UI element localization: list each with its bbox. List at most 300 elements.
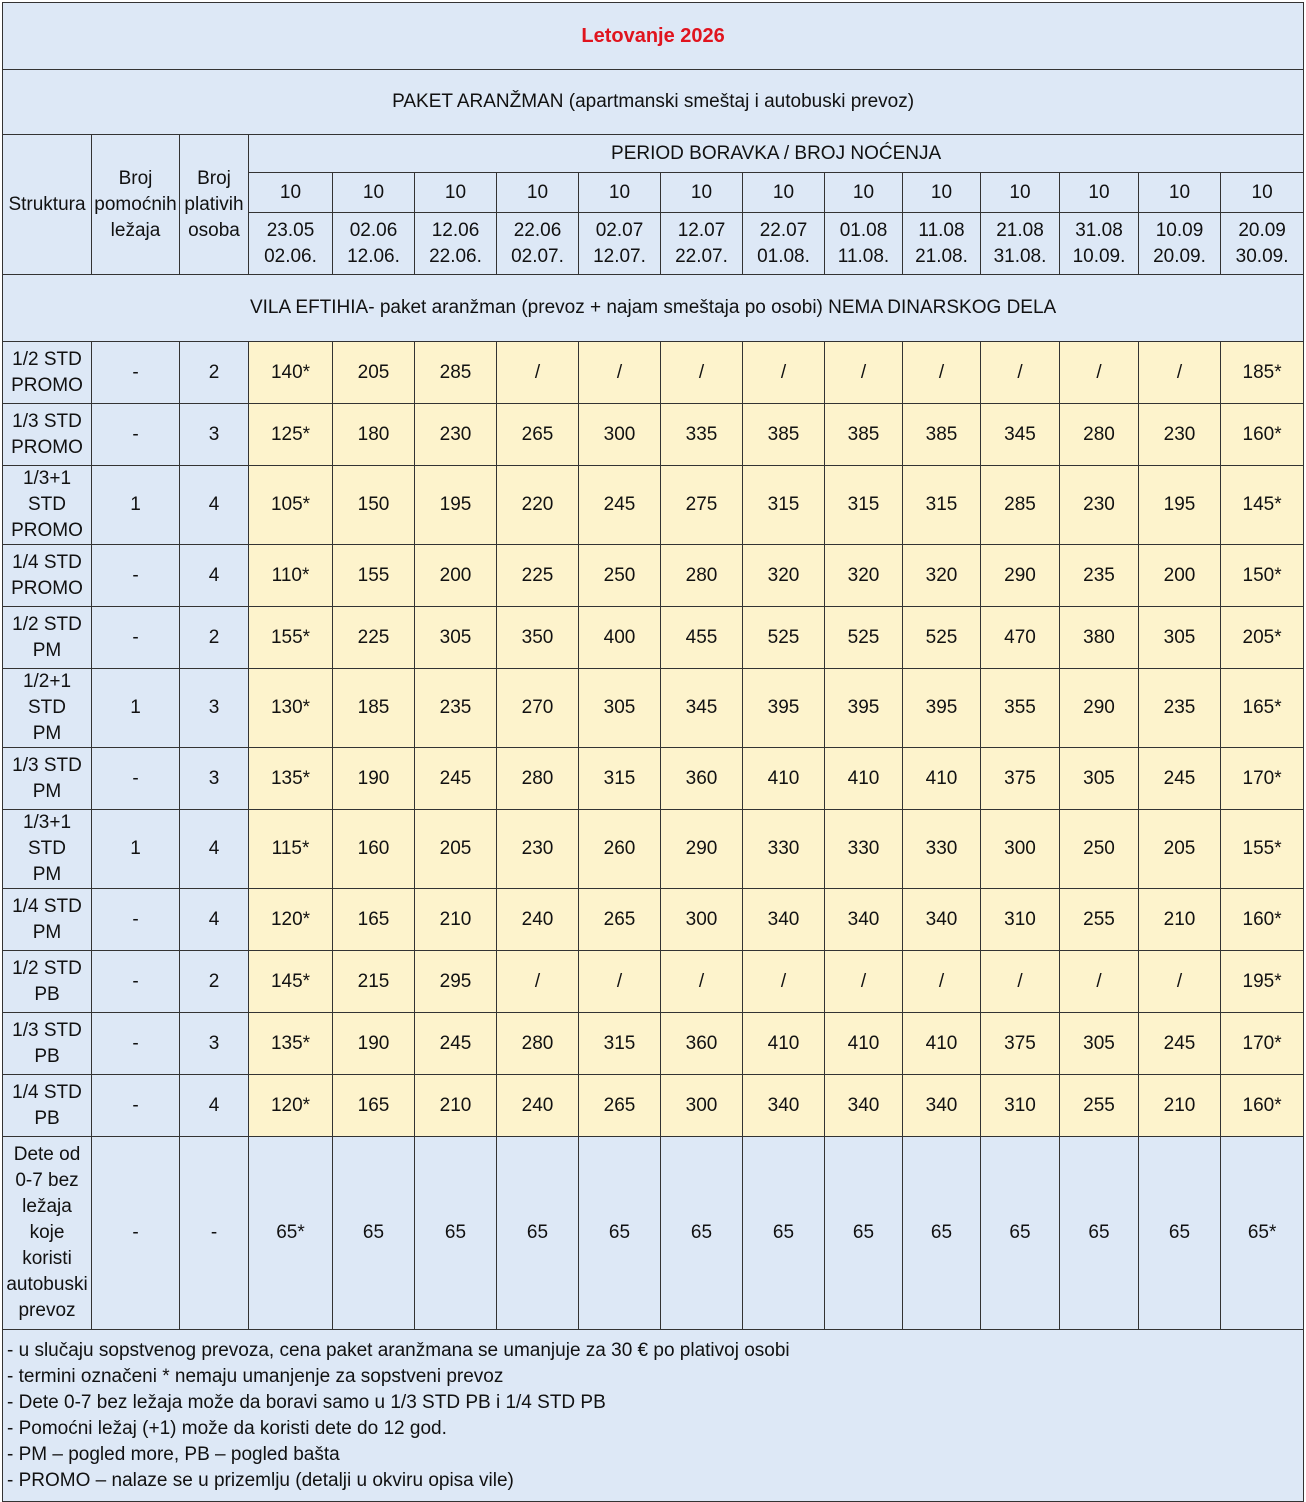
price-cell: 185* xyxy=(1221,342,1304,404)
period-to: 22.07. xyxy=(675,245,728,267)
price-cell: / xyxy=(743,951,825,1013)
aux-beds-cell: - xyxy=(92,1137,180,1330)
aux-beds-cell: - xyxy=(92,607,180,669)
child-price-cell: 65 xyxy=(579,1137,661,1330)
price-cell: 410 xyxy=(825,748,903,810)
nights-cell: 10 xyxy=(333,173,415,213)
price-cell: 205 xyxy=(333,342,415,404)
nights-cell: 10 xyxy=(743,173,825,213)
period-from: 20.09 xyxy=(1238,219,1286,241)
price-cell: / xyxy=(1139,951,1221,1013)
price-cell: 395 xyxy=(743,669,825,748)
price-cell: 320 xyxy=(743,545,825,607)
price-cell: 230 xyxy=(415,404,497,466)
price-cell: 385 xyxy=(825,404,903,466)
price-cell: 260 xyxy=(579,810,661,889)
price-row xyxy=(3,889,1304,951)
price-cell: / xyxy=(743,342,825,404)
price-cell: 205 xyxy=(1139,810,1221,889)
period-to: 22.06. xyxy=(429,245,482,267)
period-to: 20.09. xyxy=(1153,245,1206,267)
structure-cell xyxy=(3,545,92,607)
aux-beds-cell: - xyxy=(92,404,180,466)
price-cell: 335 xyxy=(661,404,743,466)
price-cell: 195* xyxy=(1221,951,1304,1013)
child-price-cell: 65 xyxy=(333,1137,415,1330)
price-row xyxy=(3,669,1304,748)
structure-cell xyxy=(3,1075,92,1137)
price-cell: 180 xyxy=(333,404,415,466)
aux-beds-cell: 1 xyxy=(92,669,180,748)
structure-view: PM xyxy=(32,723,62,744)
structure-type: 1/3 STD xyxy=(12,1019,82,1041)
period-from: 11.08 xyxy=(918,219,965,241)
price-cell: 265 xyxy=(579,889,661,951)
period-from: 23.05 xyxy=(266,219,315,241)
note-line: - Pomoćni ležaj (+1) može da koristi dete do 12 god. xyxy=(7,1417,447,1439)
villa-heading: VILA EFTIHIA- paket aranžman (prevoz + najam smeštaja po osobi) NEMA DINARSKOG DELA xyxy=(3,275,1304,342)
paying-persons-cell: 2 xyxy=(180,342,249,404)
price-cell: 410 xyxy=(903,748,981,810)
structure-type: 1/3+1 STD xyxy=(22,812,72,859)
nights-cell: 10 xyxy=(903,173,981,213)
child-price-cell: 65 xyxy=(415,1137,497,1330)
aux-beds-cell: 1 xyxy=(92,810,180,889)
price-cell: 340 xyxy=(825,1075,903,1137)
paying-persons-cell: 2 xyxy=(180,607,249,669)
price-cell: / xyxy=(497,951,579,1013)
child-price-cell: 65 xyxy=(825,1137,903,1330)
price-cell: 165 xyxy=(333,889,415,951)
price-cell: 280 xyxy=(497,1013,579,1075)
price-cell: 185 xyxy=(333,669,415,748)
price-cell: 330 xyxy=(903,810,981,889)
nights-cell: 10 xyxy=(1221,173,1304,213)
price-cell: 210 xyxy=(1139,1075,1221,1137)
period-header: PERIOD BORAVKA / BROJ NOĆENJA xyxy=(249,135,1304,173)
price-cell: 340 xyxy=(903,889,981,951)
structure-cell xyxy=(3,342,92,404)
structure-cell xyxy=(3,404,92,466)
price-cell: 245 xyxy=(579,466,661,545)
child-price-cell: 65 xyxy=(661,1137,743,1330)
price-cell: 315 xyxy=(743,466,825,545)
nights-cell: 10 xyxy=(415,173,497,213)
price-cell: 350 xyxy=(497,607,579,669)
price-cell: 280 xyxy=(1060,404,1139,466)
price-cell: 195 xyxy=(1139,466,1221,545)
child-price-cell: 65 xyxy=(1139,1137,1221,1330)
price-cell: 375 xyxy=(981,1013,1060,1075)
period-cell xyxy=(333,213,415,275)
price-row xyxy=(3,1075,1304,1137)
price-cell: 340 xyxy=(743,889,825,951)
structure-view: PB xyxy=(34,983,60,1005)
price-cell: 165 xyxy=(333,1075,415,1137)
price-row xyxy=(3,951,1304,1013)
price-cell: 235 xyxy=(1139,669,1221,748)
price-cell: 155* xyxy=(249,607,333,669)
structure-view: PROMO xyxy=(11,577,83,599)
structure-cell xyxy=(3,1013,92,1075)
structure-type: 1/4 STD xyxy=(12,1081,82,1103)
period-from: 12.06 xyxy=(431,219,480,241)
price-row xyxy=(3,607,1304,669)
period-cell xyxy=(579,213,661,275)
price-row xyxy=(3,1013,1304,1075)
child-price-cell: 65 xyxy=(903,1137,981,1330)
price-cell: 215 xyxy=(333,951,415,1013)
price-cell: 385 xyxy=(743,404,825,466)
price-cell: 300 xyxy=(579,404,661,466)
price-cell: 245 xyxy=(1139,748,1221,810)
note-line: - PROMO – nalaze se u prizemlju (detalji u okviru opisa vile) xyxy=(7,1469,514,1491)
price-cell: 315 xyxy=(825,466,903,545)
price-cell: 190 xyxy=(333,1013,415,1075)
price-row xyxy=(3,342,1304,404)
price-cell: 470 xyxy=(981,607,1060,669)
structure-type: 1/4 STD xyxy=(12,895,82,917)
price-cell: 410 xyxy=(743,748,825,810)
period-to: 02.07. xyxy=(511,245,564,267)
price-cell: 230 xyxy=(1139,404,1221,466)
price-cell: 360 xyxy=(661,1013,743,1075)
price-cell: 305 xyxy=(1139,607,1221,669)
price-cell: 315 xyxy=(579,1013,661,1075)
structure-cell xyxy=(3,669,92,748)
structure-type: 1/3 STD xyxy=(12,410,82,432)
child-price-cell: 65* xyxy=(249,1137,333,1330)
period-to: 31.08. xyxy=(993,245,1047,267)
price-cell: 275 xyxy=(661,466,743,545)
price-cell: 300 xyxy=(661,889,743,951)
period-from: 01.08 xyxy=(839,219,888,241)
price-cell: 340 xyxy=(903,1075,981,1137)
price-cell: 205* xyxy=(1221,607,1304,669)
child-price-cell: 65 xyxy=(1060,1137,1139,1330)
price-cell: 135* xyxy=(249,748,333,810)
period-from: 02.07 xyxy=(595,219,644,241)
period-from: 22.07 xyxy=(759,219,808,241)
price-cell: 205 xyxy=(415,810,497,889)
price-cell: 170* xyxy=(1221,1013,1304,1075)
structure-cell xyxy=(3,466,92,545)
structure-view: PM xyxy=(32,780,62,802)
period-cell xyxy=(1221,213,1304,275)
structure-type: 1/2 STD xyxy=(12,348,82,370)
price-cell: 190 xyxy=(333,748,415,810)
period-cell xyxy=(903,213,981,275)
child-label: Dete od 0-7 bez ležaja koje koristi autobuski prevoz xyxy=(3,1137,92,1330)
price-cell: 345 xyxy=(981,404,1060,466)
price-cell: 395 xyxy=(825,669,903,748)
price-cell: 340 xyxy=(743,1075,825,1137)
package-heading: PAKET ARANŽMAN (apartmanski smeštaj i autobuski prevoz) xyxy=(3,70,1304,135)
paying-persons-cell: 3 xyxy=(180,748,249,810)
structure-view: PROMO xyxy=(11,374,83,396)
price-cell: 265 xyxy=(497,404,579,466)
price-cell: 145* xyxy=(249,951,333,1013)
price-cell: 110* xyxy=(249,545,333,607)
paying-persons-cell: 4 xyxy=(180,466,249,545)
structure-view: PROMO xyxy=(11,520,83,541)
price-cell: 315 xyxy=(579,748,661,810)
paying-persons-cell: 4 xyxy=(180,1075,249,1137)
note-line: - u slučaju sopstvenog prevoza, cena paket aranžmana se umanjuje za 30 € po plativoj osobi xyxy=(7,1339,790,1361)
structure-type: 1/3+1 STD xyxy=(22,468,72,515)
price-cell: 120* xyxy=(249,1075,333,1137)
price-row xyxy=(3,545,1304,607)
price-cell: 330 xyxy=(743,810,825,889)
price-cell: 235 xyxy=(1060,545,1139,607)
price-cell: 255 xyxy=(1060,1075,1139,1137)
period-from: 10.09 xyxy=(1155,219,1204,241)
period-cell xyxy=(981,213,1060,275)
paying-persons-cell: 4 xyxy=(180,810,249,889)
structure-type: 1/2 STD xyxy=(12,613,82,635)
price-cell: 340 xyxy=(825,889,903,951)
price-cell: 255 xyxy=(1060,889,1139,951)
price-cell: 135* xyxy=(249,1013,333,1075)
price-cell: / xyxy=(661,951,743,1013)
notes-section xyxy=(3,1330,1304,1502)
price-cell: / xyxy=(1060,951,1139,1013)
price-cell: 285 xyxy=(415,342,497,404)
price-cell: 155 xyxy=(333,545,415,607)
note-line: - Dete 0-7 bez ležaja može da boravi samo u 1/3 STD PB i 1/4 STD PB xyxy=(7,1391,606,1413)
price-cell: 410 xyxy=(903,1013,981,1075)
period-to: 11.08. xyxy=(837,245,890,267)
aux-beds-cell: 1 xyxy=(92,466,180,545)
price-cell: 160* xyxy=(1221,889,1304,951)
price-cell: 310 xyxy=(981,889,1060,951)
price-cell: 290 xyxy=(661,810,743,889)
nights-cell: 10 xyxy=(1060,173,1139,213)
price-cell: 115* xyxy=(249,810,333,889)
nights-cell: 10 xyxy=(1139,173,1221,213)
price-cell: 360 xyxy=(661,748,743,810)
structure-view: PB xyxy=(34,1107,60,1129)
price-cell: 310 xyxy=(981,1075,1060,1137)
price-cell: 210 xyxy=(415,1075,497,1137)
aux-beds-cell: - xyxy=(92,342,180,404)
price-cell: 305 xyxy=(1060,1013,1139,1075)
price-cell: 305 xyxy=(415,607,497,669)
child-price-cell: 65 xyxy=(981,1137,1060,1330)
structure-view: PM xyxy=(32,639,62,661)
price-cell: / xyxy=(579,342,661,404)
aux-beds-cell: - xyxy=(92,1013,180,1075)
price-cell: / xyxy=(903,342,981,404)
structure-type: 1/4 STD xyxy=(12,551,82,573)
price-cell: / xyxy=(981,951,1060,1013)
price-cell: 320 xyxy=(903,545,981,607)
note-line: - PM – pogled more, PB – pogled bašta xyxy=(7,1443,340,1465)
price-cell: 150* xyxy=(1221,545,1304,607)
price-cell: 160* xyxy=(1221,1075,1304,1137)
price-cell: 330 xyxy=(825,810,903,889)
period-from: 22.06 xyxy=(513,219,562,241)
price-cell: / xyxy=(579,951,661,1013)
structure-cell xyxy=(3,748,92,810)
price-cell: 250 xyxy=(1060,810,1139,889)
structure-header: Struktura xyxy=(3,135,92,275)
price-cell: 195 xyxy=(415,466,497,545)
paying-persons-cell: 2 xyxy=(180,951,249,1013)
price-cell: 410 xyxy=(825,1013,903,1075)
aux-beds-cell: - xyxy=(92,889,180,951)
price-cell: 300 xyxy=(981,810,1060,889)
aux-beds-cell: - xyxy=(92,951,180,1013)
price-cell: / xyxy=(825,951,903,1013)
price-cell: 220 xyxy=(497,466,579,545)
period-cell xyxy=(825,213,903,275)
period-cell xyxy=(497,213,579,275)
price-cell: 400 xyxy=(579,607,661,669)
price-cell: 265 xyxy=(579,1075,661,1137)
structure-type: 1/2 STD xyxy=(12,957,82,979)
price-table xyxy=(2,2,1304,1502)
structure-view: PROMO xyxy=(11,436,83,458)
price-cell: 155* xyxy=(1221,810,1304,889)
price-cell: 165* xyxy=(1221,669,1304,748)
price-cell: 170* xyxy=(1221,748,1304,810)
period-cell xyxy=(415,213,497,275)
price-cell: 280 xyxy=(661,545,743,607)
period-from: 31.08 xyxy=(1075,219,1123,241)
price-cell: 200 xyxy=(1139,545,1221,607)
price-cell: 145* xyxy=(1221,466,1304,545)
price-cell: 395 xyxy=(903,669,981,748)
price-cell: 375 xyxy=(981,748,1060,810)
price-cell: 200 xyxy=(415,545,497,607)
structure-cell xyxy=(3,810,92,889)
aux-beds-cell: - xyxy=(92,1075,180,1137)
price-cell: 295 xyxy=(415,951,497,1013)
period-cell xyxy=(1060,213,1139,275)
child-price-cell: 65 xyxy=(497,1137,579,1330)
nights-cell: 10 xyxy=(249,173,333,213)
price-cell: 160* xyxy=(1221,404,1304,466)
structure-cell xyxy=(3,607,92,669)
child-row xyxy=(3,1137,1304,1330)
period-cell xyxy=(743,213,825,275)
price-cell: 355 xyxy=(981,669,1060,748)
price-cell: 245 xyxy=(1139,1013,1221,1075)
period-from: 21.08 xyxy=(996,219,1044,241)
structure-view: PM xyxy=(32,921,62,943)
price-row xyxy=(3,404,1304,466)
price-cell: 250 xyxy=(579,545,661,607)
nights-cell: 10 xyxy=(497,173,579,213)
price-cell: 525 xyxy=(825,607,903,669)
price-cell: 245 xyxy=(415,1013,497,1075)
period-to: 10.09. xyxy=(1072,245,1126,267)
structure-type: 1/3 STD xyxy=(12,754,82,776)
price-row xyxy=(3,466,1304,545)
aux-beds-cell: - xyxy=(92,748,180,810)
price-cell: 105* xyxy=(249,466,333,545)
period-cell xyxy=(661,213,743,275)
price-cell: 235 xyxy=(415,669,497,748)
price-cell: 150 xyxy=(333,466,415,545)
aux-beds-cell: - xyxy=(92,545,180,607)
period-to: 12.07. xyxy=(593,245,646,267)
price-cell: 140* xyxy=(249,342,333,404)
price-cell: 225 xyxy=(497,545,579,607)
period-cell xyxy=(249,213,333,275)
price-cell: 240 xyxy=(497,1075,579,1137)
price-cell: / xyxy=(661,342,743,404)
price-cell: 290 xyxy=(1060,669,1139,748)
child-price-cell: 65 xyxy=(743,1137,825,1330)
period-from: 12.07 xyxy=(677,219,726,241)
paying-persons-cell: 4 xyxy=(180,889,249,951)
period-cell xyxy=(1139,213,1221,275)
price-cell: 315 xyxy=(903,466,981,545)
nights-cell: 10 xyxy=(661,173,743,213)
price-row xyxy=(3,810,1304,889)
child-price-cell: 65* xyxy=(1221,1137,1304,1330)
period-to: 12.06. xyxy=(347,245,400,267)
structure-view: PB xyxy=(34,1045,60,1067)
structure-cell xyxy=(3,889,92,951)
price-row xyxy=(3,748,1304,810)
price-cell: 230 xyxy=(1060,466,1139,545)
price-cell: 410 xyxy=(743,1013,825,1075)
price-cell: 305 xyxy=(579,669,661,748)
paying-persons-cell: 4 xyxy=(180,545,249,607)
price-cell: / xyxy=(497,342,579,404)
period-from: 02.06 xyxy=(349,219,398,241)
page-title: Letovanje 2026 xyxy=(3,3,1304,70)
aux-beds-header: Broj pomoćnih ležaja xyxy=(92,135,180,275)
price-cell: 225 xyxy=(333,607,415,669)
price-cell: / xyxy=(903,951,981,1013)
price-cell: 285 xyxy=(981,466,1060,545)
period-to: 21.08. xyxy=(915,245,968,267)
price-cell: 300 xyxy=(661,1075,743,1137)
nights-cell: 10 xyxy=(825,173,903,213)
price-cell: 210 xyxy=(1139,889,1221,951)
price-cell: 345 xyxy=(661,669,743,748)
nights-cell: 10 xyxy=(981,173,1060,213)
period-to: 30.09. xyxy=(1235,245,1289,267)
paying-persons-header: Broj plativih osoba xyxy=(180,135,249,275)
paying-persons-cell: 3 xyxy=(180,404,249,466)
price-cell: 120* xyxy=(249,889,333,951)
price-cell: / xyxy=(1139,342,1221,404)
nights-cell: 10 xyxy=(579,173,661,213)
period-to: 01.08. xyxy=(757,245,810,267)
price-cell: 270 xyxy=(497,669,579,748)
price-cell: 525 xyxy=(743,607,825,669)
structure-view: PM xyxy=(32,864,62,885)
structure-cell xyxy=(3,951,92,1013)
structure-type: 1/2+1 STD xyxy=(22,671,72,718)
price-cell: 455 xyxy=(661,607,743,669)
price-cell: 230 xyxy=(497,810,579,889)
price-cell: / xyxy=(1060,342,1139,404)
price-cell: / xyxy=(981,342,1060,404)
price-cell: 385 xyxy=(903,404,981,466)
price-cell: 320 xyxy=(825,545,903,607)
price-cell: 210 xyxy=(415,889,497,951)
price-cell: 525 xyxy=(903,607,981,669)
price-cell: 240 xyxy=(497,889,579,951)
paying-persons-cell: 3 xyxy=(180,669,249,748)
price-cell: 160 xyxy=(333,810,415,889)
